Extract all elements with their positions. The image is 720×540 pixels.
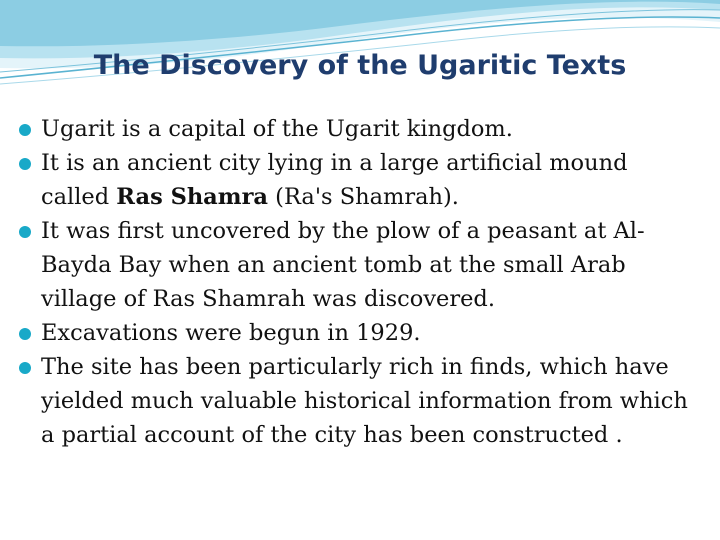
bullet-dot-icon: [18, 157, 32, 171]
bullet-text: Excavations were begun in 1929.: [41, 320, 421, 346]
slide-title: The Discovery of the Ugaritic Texts: [93, 50, 627, 81]
bullet-text: It is an ancient city lying in a large artificial mound called: [41, 150, 628, 210]
bullet-item: [18, 350, 698, 452]
bullet-item: [18, 146, 698, 214]
bullet-dot-icon: [18, 225, 32, 239]
bullet-item: [18, 316, 698, 350]
bullet-text: The site has been particularly rich in finds, which have yielded much valuable historical information from which a partial account of the city has been constructed .: [41, 354, 688, 448]
bullet-item: [18, 214, 698, 316]
bullet-text: (Ra's Shamrah).: [268, 184, 459, 210]
bullet-dot-icon: [18, 361, 32, 375]
bullet-list: [18, 112, 698, 452]
bullet-item: [18, 112, 698, 146]
bullet-text: It was first uncovered by the plow of a peasant at Al-Bayda Bay when an ancient tomb at the small Arab village of Ras Shamrah was discovered.: [41, 218, 645, 312]
bold-term-ras-shamra: Ras Shamra: [116, 184, 269, 210]
bullet-dot-icon: [18, 327, 32, 341]
bullet-text: Ugarit is a capital of the Ugarit kingdom.: [41, 116, 513, 142]
bullet-dot-icon: [18, 123, 32, 137]
